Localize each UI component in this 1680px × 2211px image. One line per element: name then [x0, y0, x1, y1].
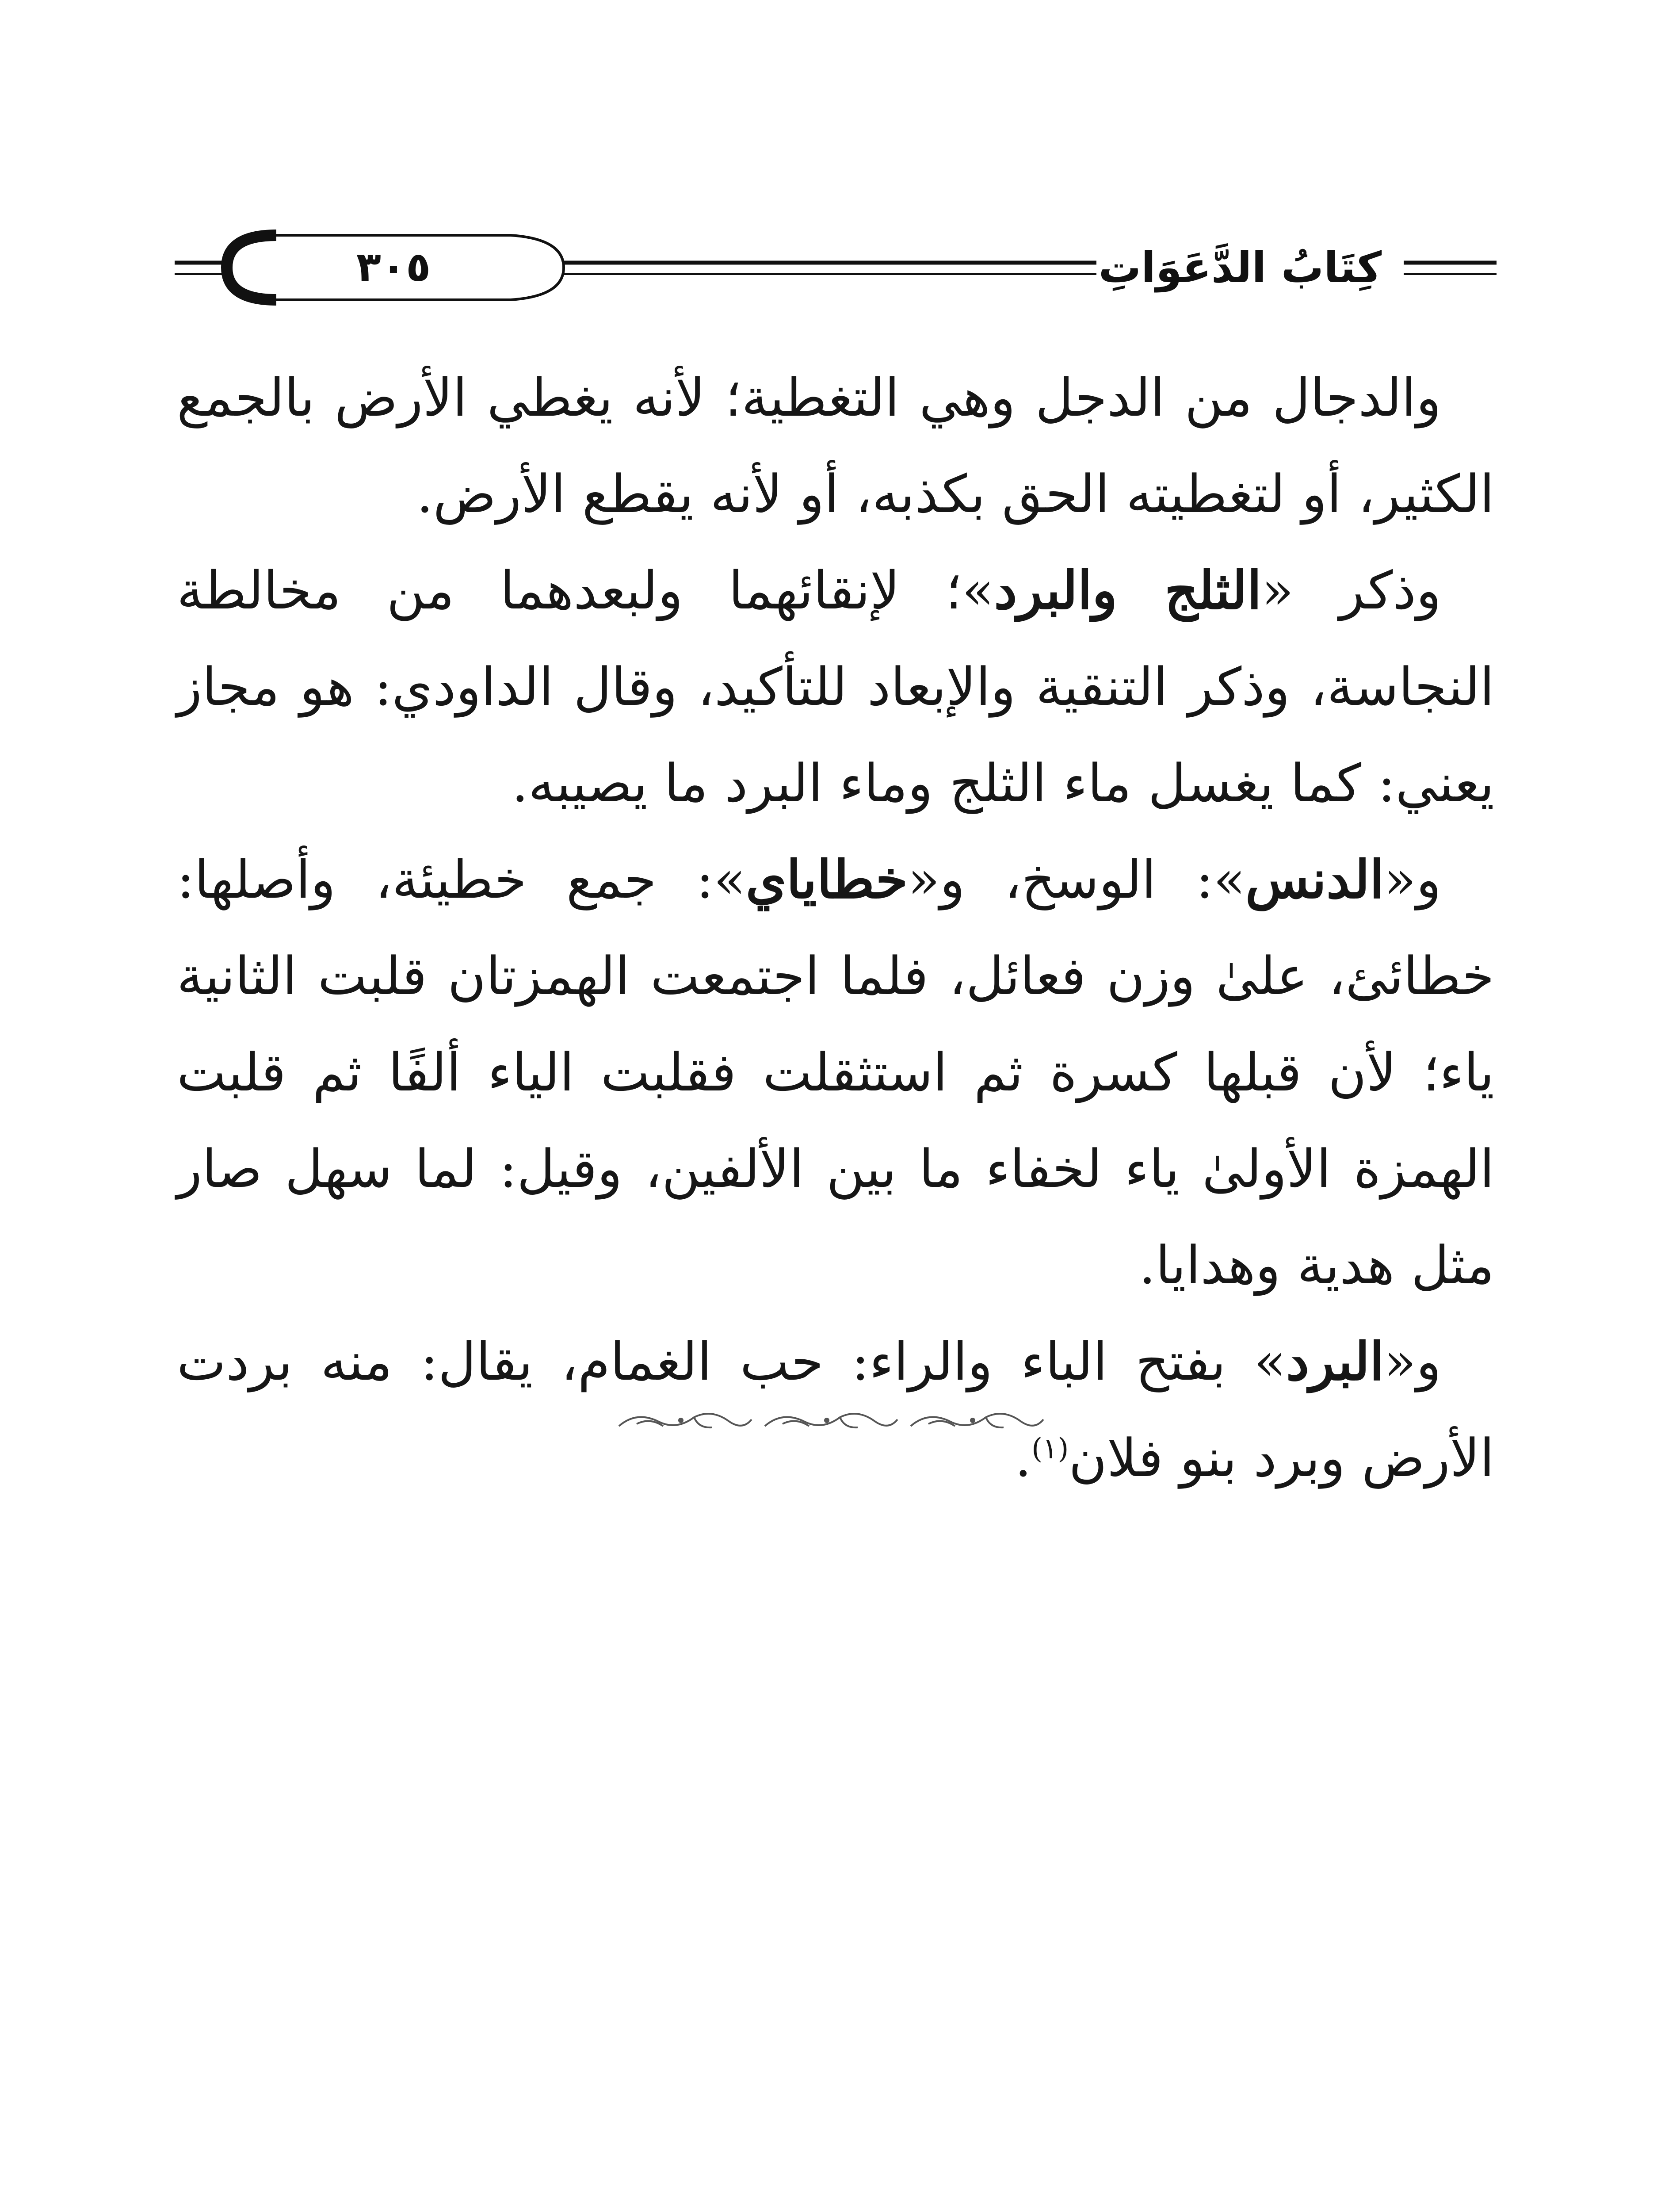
ornament-divider: [610, 1402, 1052, 1442]
body-text: [177, 349, 1494, 1506]
page-number: ٣٠٥: [356, 243, 431, 291]
text-segment: وذكر «: [1261, 560, 1441, 621]
footnote-reference[interactable]: (١): [1031, 1432, 1069, 1465]
paragraph: [177, 831, 1494, 1313]
text-segment: »: جمع خطيئة، وأصلها: خطائئ، علىٰ وزن فعائل، فلما اجتمعت الهمزتان قلبت الثانية ياء؛ لأن قبلها كسرة ثم استثقلت فقلبت الياء ألفًا ثم قلبت الهمزة الأولىٰ ياء لخفاء ما بين الألفين، وقيل: لما سهل صار مثل هدية وهدايا.: [177, 849, 1494, 1296]
text-segment: والدجال من الدجل وهي التغطية؛ لأنه يغطي الأرض بالجمع الكثير، أو لتغطيته الحق بكذبه، أو لأنه يقطع الأرض.: [177, 367, 1494, 524]
paragraph: [177, 349, 1494, 542]
text-segment: »؛ لإنقائهما ولبعدهما من مخالطة النجاسة، وذكر التنقية والإبعاد للتأكيد، وقال الداودي: هو مجاز يعني: كما يغسل ماء الثلج وماء البرد ما يصيبه.: [177, 560, 1494, 814]
bold-term: الدنس: [1245, 849, 1384, 910]
running-title: كِتَابُ الدَّعَوَاتِ: [1098, 243, 1382, 292]
bold-term: خطاياي: [745, 849, 908, 910]
paragraph: [177, 542, 1494, 831]
text-segment: و«: [1384, 1331, 1441, 1392]
text-segment: .: [1015, 1427, 1032, 1488]
bold-term: البرد: [1286, 1331, 1384, 1392]
bold-term: الثلج والبرد: [994, 559, 1262, 621]
text-segment: » بفتح الباء والراء: حب الغمام، يقال: منه بردت الأرض وبرد بنو فلان: [177, 1331, 1494, 1488]
page-header: [175, 212, 1497, 323]
text-segment: و«: [1384, 849, 1442, 910]
text-segment: »: الوسخ، و«: [908, 849, 1245, 910]
